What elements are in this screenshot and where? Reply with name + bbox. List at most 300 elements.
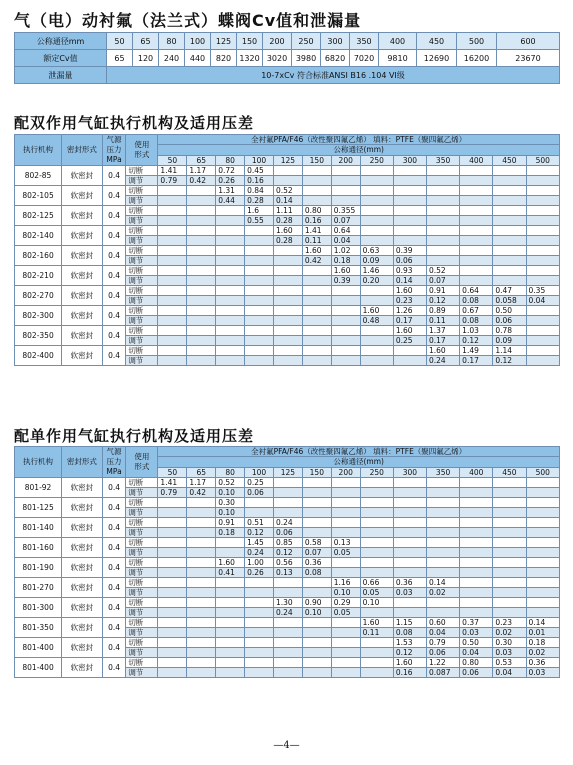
pressure-cell: 0.4 xyxy=(102,478,126,498)
value-cell: 0.90 xyxy=(302,598,331,608)
value-cell xyxy=(245,306,274,316)
value-cell xyxy=(331,488,360,498)
value-cell: 0.25 xyxy=(393,336,426,346)
value-cell xyxy=(331,176,360,186)
model-cell: 802-105 xyxy=(15,186,62,206)
value-cell xyxy=(460,256,493,266)
value-cell xyxy=(245,286,274,296)
value-cell xyxy=(460,508,493,518)
value-cell xyxy=(360,166,393,176)
pressure-cell: 0.4 xyxy=(102,186,126,206)
value-cell xyxy=(245,266,274,276)
value-cell xyxy=(187,608,216,618)
value-cell xyxy=(302,498,331,508)
value-cell xyxy=(493,176,526,186)
cv-size-row xyxy=(15,33,560,50)
value-cell xyxy=(493,568,526,578)
value-cell xyxy=(245,498,274,508)
table-row xyxy=(15,206,560,216)
single-acting-table xyxy=(14,446,560,678)
value-cell xyxy=(493,166,526,176)
value-cell xyxy=(187,236,216,246)
table-row xyxy=(15,226,560,236)
value-cell: 0.91 xyxy=(216,518,245,528)
value-cell: 0.10 xyxy=(331,588,360,598)
pressure-header-line: 压力 xyxy=(106,457,122,466)
value-cell: 0.03 xyxy=(493,648,526,658)
cv-value-cell: 23670 xyxy=(497,50,560,67)
value-cell: 0.89 xyxy=(427,306,460,316)
size-cell: 400 xyxy=(379,33,417,50)
value-cell: 0.03 xyxy=(393,588,426,598)
mode-cell: 调节 xyxy=(126,176,158,186)
value-cell: 1.45 xyxy=(245,538,274,548)
value-cell xyxy=(331,478,360,488)
cv-value-cell: 65 xyxy=(107,50,133,67)
value-cell xyxy=(187,638,216,648)
value-cell: 0.64 xyxy=(460,286,493,296)
value-cell xyxy=(360,356,393,366)
table-row xyxy=(15,518,560,528)
value-cell: 0.24 xyxy=(273,518,302,528)
mode-cell: 切断 xyxy=(126,226,158,236)
pressure-header-line: MPa xyxy=(106,467,122,476)
value-cell xyxy=(273,356,302,366)
value-cell xyxy=(427,498,460,508)
size-header: 100 xyxy=(245,467,274,477)
pressure-cell: 0.4 xyxy=(102,166,126,186)
value-cell xyxy=(158,226,187,236)
value-cell xyxy=(360,508,393,518)
value-cell xyxy=(302,306,331,316)
value-cell: 0.26 xyxy=(216,176,245,186)
seal-cell: 软密封 xyxy=(62,246,103,266)
value-cell: 0.06 xyxy=(273,528,302,538)
value-cell xyxy=(393,166,426,176)
value-cell xyxy=(216,598,245,608)
value-cell xyxy=(216,306,245,316)
value-cell: 0.12 xyxy=(460,336,493,346)
value-cell xyxy=(526,176,559,186)
value-cell xyxy=(158,246,187,256)
value-cell xyxy=(493,528,526,538)
value-cell xyxy=(331,336,360,346)
value-cell xyxy=(460,578,493,588)
value-cell xyxy=(526,498,559,508)
value-cell xyxy=(158,216,187,226)
value-cell xyxy=(526,356,559,366)
seal-cell: 软密封 xyxy=(62,346,103,366)
value-cell xyxy=(273,648,302,658)
value-cell xyxy=(427,508,460,518)
mode-cell: 切断 xyxy=(126,266,158,276)
model-cell: 801-400 xyxy=(15,638,62,658)
seal-cell: 软密封 xyxy=(62,498,103,518)
value-cell xyxy=(393,558,426,568)
value-cell xyxy=(245,336,274,346)
table-row xyxy=(15,286,560,296)
value-cell: 0.39 xyxy=(393,246,426,256)
value-cell xyxy=(360,488,393,498)
value-cell xyxy=(493,608,526,618)
value-cell: 1.49 xyxy=(460,346,493,356)
value-cell xyxy=(216,588,245,598)
value-cell xyxy=(273,498,302,508)
value-cell xyxy=(427,558,460,568)
model-cell: 801-400 xyxy=(15,658,62,678)
value-cell xyxy=(360,568,393,578)
value-cell xyxy=(360,336,393,346)
model-cell: 801-190 xyxy=(15,558,62,578)
value-cell xyxy=(158,518,187,528)
mode-cell: 切断 xyxy=(126,638,158,648)
value-cell xyxy=(526,186,559,196)
size-header: 150 xyxy=(302,155,331,165)
table-row xyxy=(15,638,560,648)
value-cell xyxy=(460,558,493,568)
value-cell xyxy=(427,186,460,196)
value-cell xyxy=(158,306,187,316)
cv-value-row xyxy=(15,50,560,67)
value-cell: 0.41 xyxy=(216,568,245,578)
size-label: 公称通径mm xyxy=(15,33,107,50)
seal-cell: 软密封 xyxy=(62,166,103,186)
value-cell: 0.16 xyxy=(302,216,331,226)
value-cell xyxy=(331,286,360,296)
value-cell: 0.04 xyxy=(526,296,559,306)
mode-cell: 切断 xyxy=(126,326,158,336)
value-cell xyxy=(158,528,187,538)
value-cell xyxy=(460,528,493,538)
value-cell: 0.11 xyxy=(427,316,460,326)
mode-cell: 调节 xyxy=(126,256,158,266)
size-header: 300 xyxy=(393,467,426,477)
value-cell xyxy=(393,538,426,548)
value-cell xyxy=(360,658,393,668)
value-cell: 0.01 xyxy=(526,628,559,638)
value-cell xyxy=(493,246,526,256)
value-cell xyxy=(158,296,187,306)
seal-cell: 软密封 xyxy=(62,286,103,306)
value-cell xyxy=(493,548,526,558)
value-cell xyxy=(273,488,302,498)
model-cell: 802-160 xyxy=(15,246,62,266)
seal-cell: 软密封 xyxy=(62,266,103,286)
value-cell xyxy=(526,538,559,548)
size-header: 450 xyxy=(493,467,526,477)
value-cell: 0.20 xyxy=(360,276,393,286)
value-cell xyxy=(427,166,460,176)
model-cell: 801-125 xyxy=(15,498,62,518)
pressure-header-line: 气源 xyxy=(106,447,122,456)
value-cell xyxy=(187,256,216,266)
value-cell xyxy=(302,628,331,638)
dn-header: 公称通径(mm) xyxy=(158,145,560,155)
pressure-cell: 0.4 xyxy=(102,538,126,558)
value-cell: 0.30 xyxy=(216,498,245,508)
value-cell: 0.56 xyxy=(273,558,302,568)
size-cell: 100 xyxy=(185,33,211,50)
value-cell xyxy=(302,518,331,528)
model-cell: 801-140 xyxy=(15,518,62,538)
mode-cell: 调节 xyxy=(126,628,158,638)
cv-value-cell: 1320 xyxy=(237,50,263,67)
value-cell xyxy=(187,548,216,558)
value-cell xyxy=(302,648,331,658)
value-cell: 0.10 xyxy=(360,598,393,608)
value-cell: 0.10 xyxy=(302,608,331,618)
value-cell xyxy=(493,266,526,276)
value-cell xyxy=(427,528,460,538)
value-cell xyxy=(158,326,187,336)
model-cell: 801-350 xyxy=(15,618,62,638)
value-cell: 0.05 xyxy=(331,548,360,558)
value-cell xyxy=(245,578,274,588)
value-cell xyxy=(273,246,302,256)
value-cell xyxy=(216,356,245,366)
value-cell xyxy=(331,518,360,528)
value-cell: 0.23 xyxy=(493,618,526,628)
value-cell xyxy=(331,346,360,356)
mode-cell: 切断 xyxy=(126,286,158,296)
value-cell xyxy=(158,548,187,558)
value-cell xyxy=(245,508,274,518)
mode-cell: 切断 xyxy=(126,518,158,528)
value-cell: 0.04 xyxy=(331,236,360,246)
value-cell xyxy=(216,216,245,226)
value-cell xyxy=(331,568,360,578)
value-cell xyxy=(273,618,302,628)
value-cell xyxy=(360,638,393,648)
value-cell: 0.087 xyxy=(427,668,460,678)
value-cell: 0.17 xyxy=(427,336,460,346)
leak-note: 10-7xCv 符合标准ANSI B16 .104 VI级 xyxy=(107,67,560,84)
value-cell xyxy=(158,568,187,578)
size-header: 50 xyxy=(158,467,187,477)
value-cell: 0.06 xyxy=(393,256,426,266)
value-cell: 0.12 xyxy=(493,356,526,366)
value-cell: 0.42 xyxy=(187,488,216,498)
size-cell: 300 xyxy=(321,33,350,50)
mode-cell: 调节 xyxy=(126,608,158,618)
value-cell xyxy=(187,588,216,598)
value-cell xyxy=(393,568,426,578)
value-cell xyxy=(360,668,393,678)
mode-cell: 调节 xyxy=(126,276,158,286)
value-cell xyxy=(158,336,187,346)
value-cell: 0.42 xyxy=(302,256,331,266)
leak-label: 泄漏量 xyxy=(15,67,107,84)
value-cell: 1.41 xyxy=(158,478,187,488)
value-cell xyxy=(360,176,393,186)
value-cell xyxy=(331,166,360,176)
value-cell xyxy=(331,508,360,518)
value-cell xyxy=(460,236,493,246)
value-cell xyxy=(158,598,187,608)
value-cell xyxy=(158,236,187,246)
value-cell: 0.28 xyxy=(273,216,302,226)
size-header: 350 xyxy=(427,155,460,165)
value-cell xyxy=(427,216,460,226)
value-cell xyxy=(460,226,493,236)
value-cell xyxy=(493,226,526,236)
cv-value-cell: 7020 xyxy=(350,50,379,67)
value-cell: 0.05 xyxy=(360,588,393,598)
value-cell xyxy=(187,578,216,588)
value-cell xyxy=(245,316,274,326)
value-cell xyxy=(158,648,187,658)
value-cell xyxy=(493,578,526,588)
value-cell xyxy=(216,668,245,678)
value-cell: 0.14 xyxy=(393,276,426,286)
value-cell xyxy=(245,668,274,678)
value-cell xyxy=(393,216,426,226)
mode-header-line: 形式 xyxy=(134,150,150,159)
value-cell xyxy=(427,548,460,558)
value-cell xyxy=(331,186,360,196)
value-cell xyxy=(302,296,331,306)
value-cell: 1.26 xyxy=(393,306,426,316)
seal-cell: 软密封 xyxy=(62,658,103,678)
value-cell xyxy=(273,578,302,588)
value-cell xyxy=(393,186,426,196)
value-cell xyxy=(273,176,302,186)
value-cell xyxy=(273,588,302,598)
value-cell xyxy=(331,306,360,316)
model-cell: 801-92 xyxy=(15,478,62,498)
value-cell xyxy=(216,296,245,306)
value-cell xyxy=(245,608,274,618)
value-cell: 1.16 xyxy=(331,578,360,588)
value-cell: 1.60 xyxy=(360,306,393,316)
value-cell xyxy=(526,256,559,266)
value-cell: 0.04 xyxy=(493,668,526,678)
mode-cell: 切断 xyxy=(126,578,158,588)
table-row xyxy=(15,326,560,336)
value-cell xyxy=(460,186,493,196)
value-cell xyxy=(158,346,187,356)
seal-cell: 软密封 xyxy=(62,226,103,246)
value-cell xyxy=(493,478,526,488)
value-cell: 0.14 xyxy=(526,618,559,628)
value-cell xyxy=(393,478,426,488)
value-cell: 0.02 xyxy=(526,648,559,658)
value-cell xyxy=(393,608,426,618)
mode-cell: 切断 xyxy=(126,538,158,548)
value-cell: 0.72 xyxy=(216,166,245,176)
seal-cell: 软密封 xyxy=(62,618,103,638)
table-row xyxy=(15,306,560,316)
value-cell: 0.18 xyxy=(331,256,360,266)
value-cell: 0.52 xyxy=(273,186,302,196)
value-cell xyxy=(273,326,302,336)
value-cell xyxy=(245,296,274,306)
value-cell xyxy=(273,668,302,678)
value-cell xyxy=(393,498,426,508)
value-cell xyxy=(360,478,393,488)
pressure-cell: 0.4 xyxy=(102,618,126,638)
table-row xyxy=(15,166,560,176)
value-cell: 0.09 xyxy=(360,256,393,266)
value-cell: 0.85 xyxy=(273,538,302,548)
seal-cell: 软密封 xyxy=(62,478,103,498)
size-header: 300 xyxy=(393,155,426,165)
value-cell xyxy=(360,528,393,538)
size-cell: 600 xyxy=(497,33,560,50)
value-cell xyxy=(187,306,216,316)
value-cell xyxy=(245,326,274,336)
value-cell xyxy=(493,498,526,508)
table-row xyxy=(15,558,560,568)
value-cell: 0.26 xyxy=(245,568,274,578)
value-cell xyxy=(460,608,493,618)
pressure-header-line: 压力 xyxy=(106,145,122,154)
value-cell: 0.23 xyxy=(393,296,426,306)
value-cell xyxy=(427,256,460,266)
value-cell: 0.28 xyxy=(273,236,302,246)
value-cell xyxy=(245,246,274,256)
value-cell xyxy=(245,618,274,628)
value-cell xyxy=(460,588,493,598)
value-cell xyxy=(460,206,493,216)
value-cell xyxy=(493,538,526,548)
size-cell: 200 xyxy=(263,33,292,50)
value-cell: 0.12 xyxy=(245,528,274,538)
model-cell: 802-300 xyxy=(15,306,62,326)
size-header: 450 xyxy=(493,155,526,165)
seal-cell: 软密封 xyxy=(62,306,103,326)
value-cell xyxy=(526,588,559,598)
value-cell: 1.14 xyxy=(493,346,526,356)
value-cell xyxy=(302,508,331,518)
value-cell: 0.10 xyxy=(216,488,245,498)
value-cell xyxy=(393,236,426,246)
value-cell xyxy=(302,478,331,488)
pressure-cell: 0.4 xyxy=(102,306,126,326)
value-cell xyxy=(526,528,559,538)
size-header: 200 xyxy=(331,155,360,165)
value-cell xyxy=(493,236,526,246)
value-cell xyxy=(158,578,187,588)
value-cell xyxy=(158,356,187,366)
value-cell xyxy=(526,216,559,226)
cv-label: 额定Cv值 xyxy=(15,50,107,67)
value-cell xyxy=(331,668,360,678)
lining-header: 全衬氟PFA/F46（改性聚四氟乙烯） 填料：PTFE（聚四氟乙烯） xyxy=(158,135,560,145)
cv-value-cell: 440 xyxy=(185,50,211,67)
value-cell xyxy=(302,658,331,668)
value-cell xyxy=(331,498,360,508)
value-cell xyxy=(216,336,245,346)
size-cell: 65 xyxy=(133,33,159,50)
model-cell: 802-400 xyxy=(15,346,62,366)
value-cell: 0.35 xyxy=(526,286,559,296)
value-cell xyxy=(245,598,274,608)
cv-value-cell: 120 xyxy=(133,50,159,67)
value-cell xyxy=(216,316,245,326)
value-cell xyxy=(460,498,493,508)
value-cell xyxy=(158,628,187,638)
value-cell xyxy=(526,246,559,256)
value-cell: 1.30 xyxy=(273,598,302,608)
value-cell xyxy=(187,286,216,296)
value-cell xyxy=(360,518,393,528)
value-cell xyxy=(360,236,393,246)
seal-cell: 软密封 xyxy=(62,598,103,618)
pressure-header-line: MPa xyxy=(106,155,122,164)
value-cell: 0.25 xyxy=(245,478,274,488)
value-cell: 0.12 xyxy=(393,648,426,658)
